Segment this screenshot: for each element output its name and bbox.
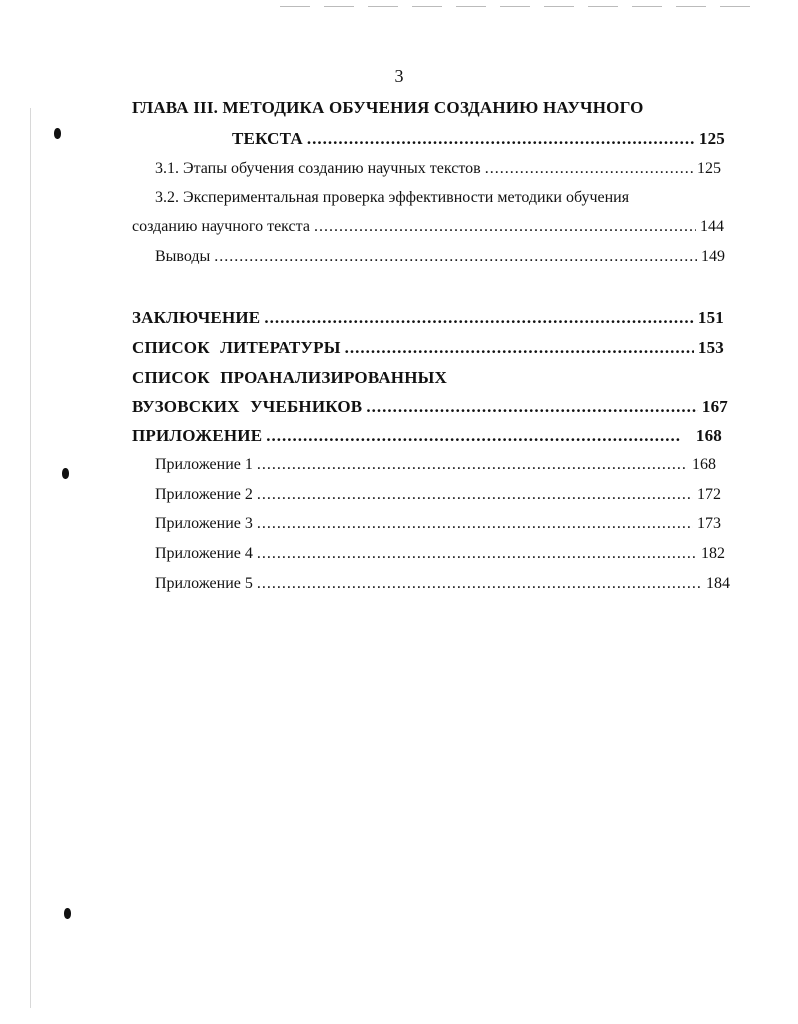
leader-dots [314,218,696,236]
leader-dots [257,575,702,593]
toc-entry-label: ЗАКЛЮЧЕНИЕ [132,308,261,327]
toc-entry-page: 184 [706,575,730,592]
toc-entry-section-3-1 [155,160,721,178]
toc-entry-label: ПРИЛОЖЕНИЕ [132,426,263,445]
leader-dots [266,426,680,446]
toc-entry-label: созданию научного текста [132,218,310,235]
toc-entry-page: 168 [692,456,716,473]
toc-entry-page: 144 [700,218,724,235]
toc-entry-appendix-2 [155,486,721,504]
leader-dots [257,545,697,563]
page-number: 3 [394,66,404,86]
toc-entry-label: Приложение 1 [155,456,253,473]
leader-dots [257,456,688,474]
scan-artifact-top-line [280,6,760,7]
toc-entry-appendix-3 [155,515,721,533]
chapter-3-title-line-1: ГЛАВА III. МЕТОДИКА ОБУЧЕНИЯ СОЗДАНИЮ НАУЧНОГО [132,98,644,117]
leader-dots [307,129,695,149]
leader-dots [257,515,693,533]
leader-dots [345,338,694,358]
toc-entry-label: Приложение 4 [155,545,253,562]
toc-entry-page: 168 [695,426,722,445]
leader-dots [366,397,698,417]
scan-artifact-left-edge [30,108,31,1008]
toc-entry-appendix-5 [155,575,730,593]
toc-entry-label: Приложение 5 [155,575,253,592]
toc-entry-literature [132,338,724,358]
toc-entry-textbooks-line-1: СПИСОК ПРОАНАЛИЗИРОВАННЫХ [132,368,448,387]
toc-entry-label: 3.1. Этапы обучения созданию научных текстов [155,160,481,177]
leader-dots [257,486,693,504]
toc-entry-label: ВУЗОВСКИХ УЧЕБНИКОВ [132,397,363,416]
toc-entry-conclusion [132,308,724,328]
toc-entry-conclusions [155,248,725,266]
toc-entry-page: 151 [697,308,724,327]
toc-entry-label: Приложение 3 [155,515,253,532]
punch-hole-mark [54,128,61,139]
toc-entry-label: Выводы [155,248,211,265]
toc-entry-label: ТЕКСТА [232,129,303,148]
toc-entry-page: 167 [701,397,728,416]
leader-dots [214,248,697,266]
toc-entry-section-3-2 [132,218,724,236]
toc-entry-appendix [132,426,722,446]
toc-entry-appendix-4 [155,545,725,563]
leader-dots [485,160,693,178]
toc-entry-page: 125 [697,160,721,177]
toc-entry-label: Приложение 2 [155,486,253,503]
toc-entry-page: 172 [697,486,721,503]
toc-entry-page: 125 [698,129,725,148]
toc-entry-page: 149 [701,248,725,265]
toc-entry-section-3-2-line-1: 3.2. Экспериментальная проверка эффективности методики обучения [155,189,630,206]
toc-entry-chapter-3 [232,129,725,149]
leader-dots [264,308,694,328]
toc-entry-page: 182 [701,545,725,562]
toc-entry-textbooks [132,397,728,417]
toc-entry-appendix-1 [155,456,716,474]
punch-hole-mark [64,908,71,919]
toc-entry-page: 153 [697,338,724,357]
toc-entry-label: СПИСОК ЛИТЕРАТУРЫ [132,338,341,357]
toc-entry-page: 173 [697,515,721,532]
punch-hole-mark [62,468,69,479]
